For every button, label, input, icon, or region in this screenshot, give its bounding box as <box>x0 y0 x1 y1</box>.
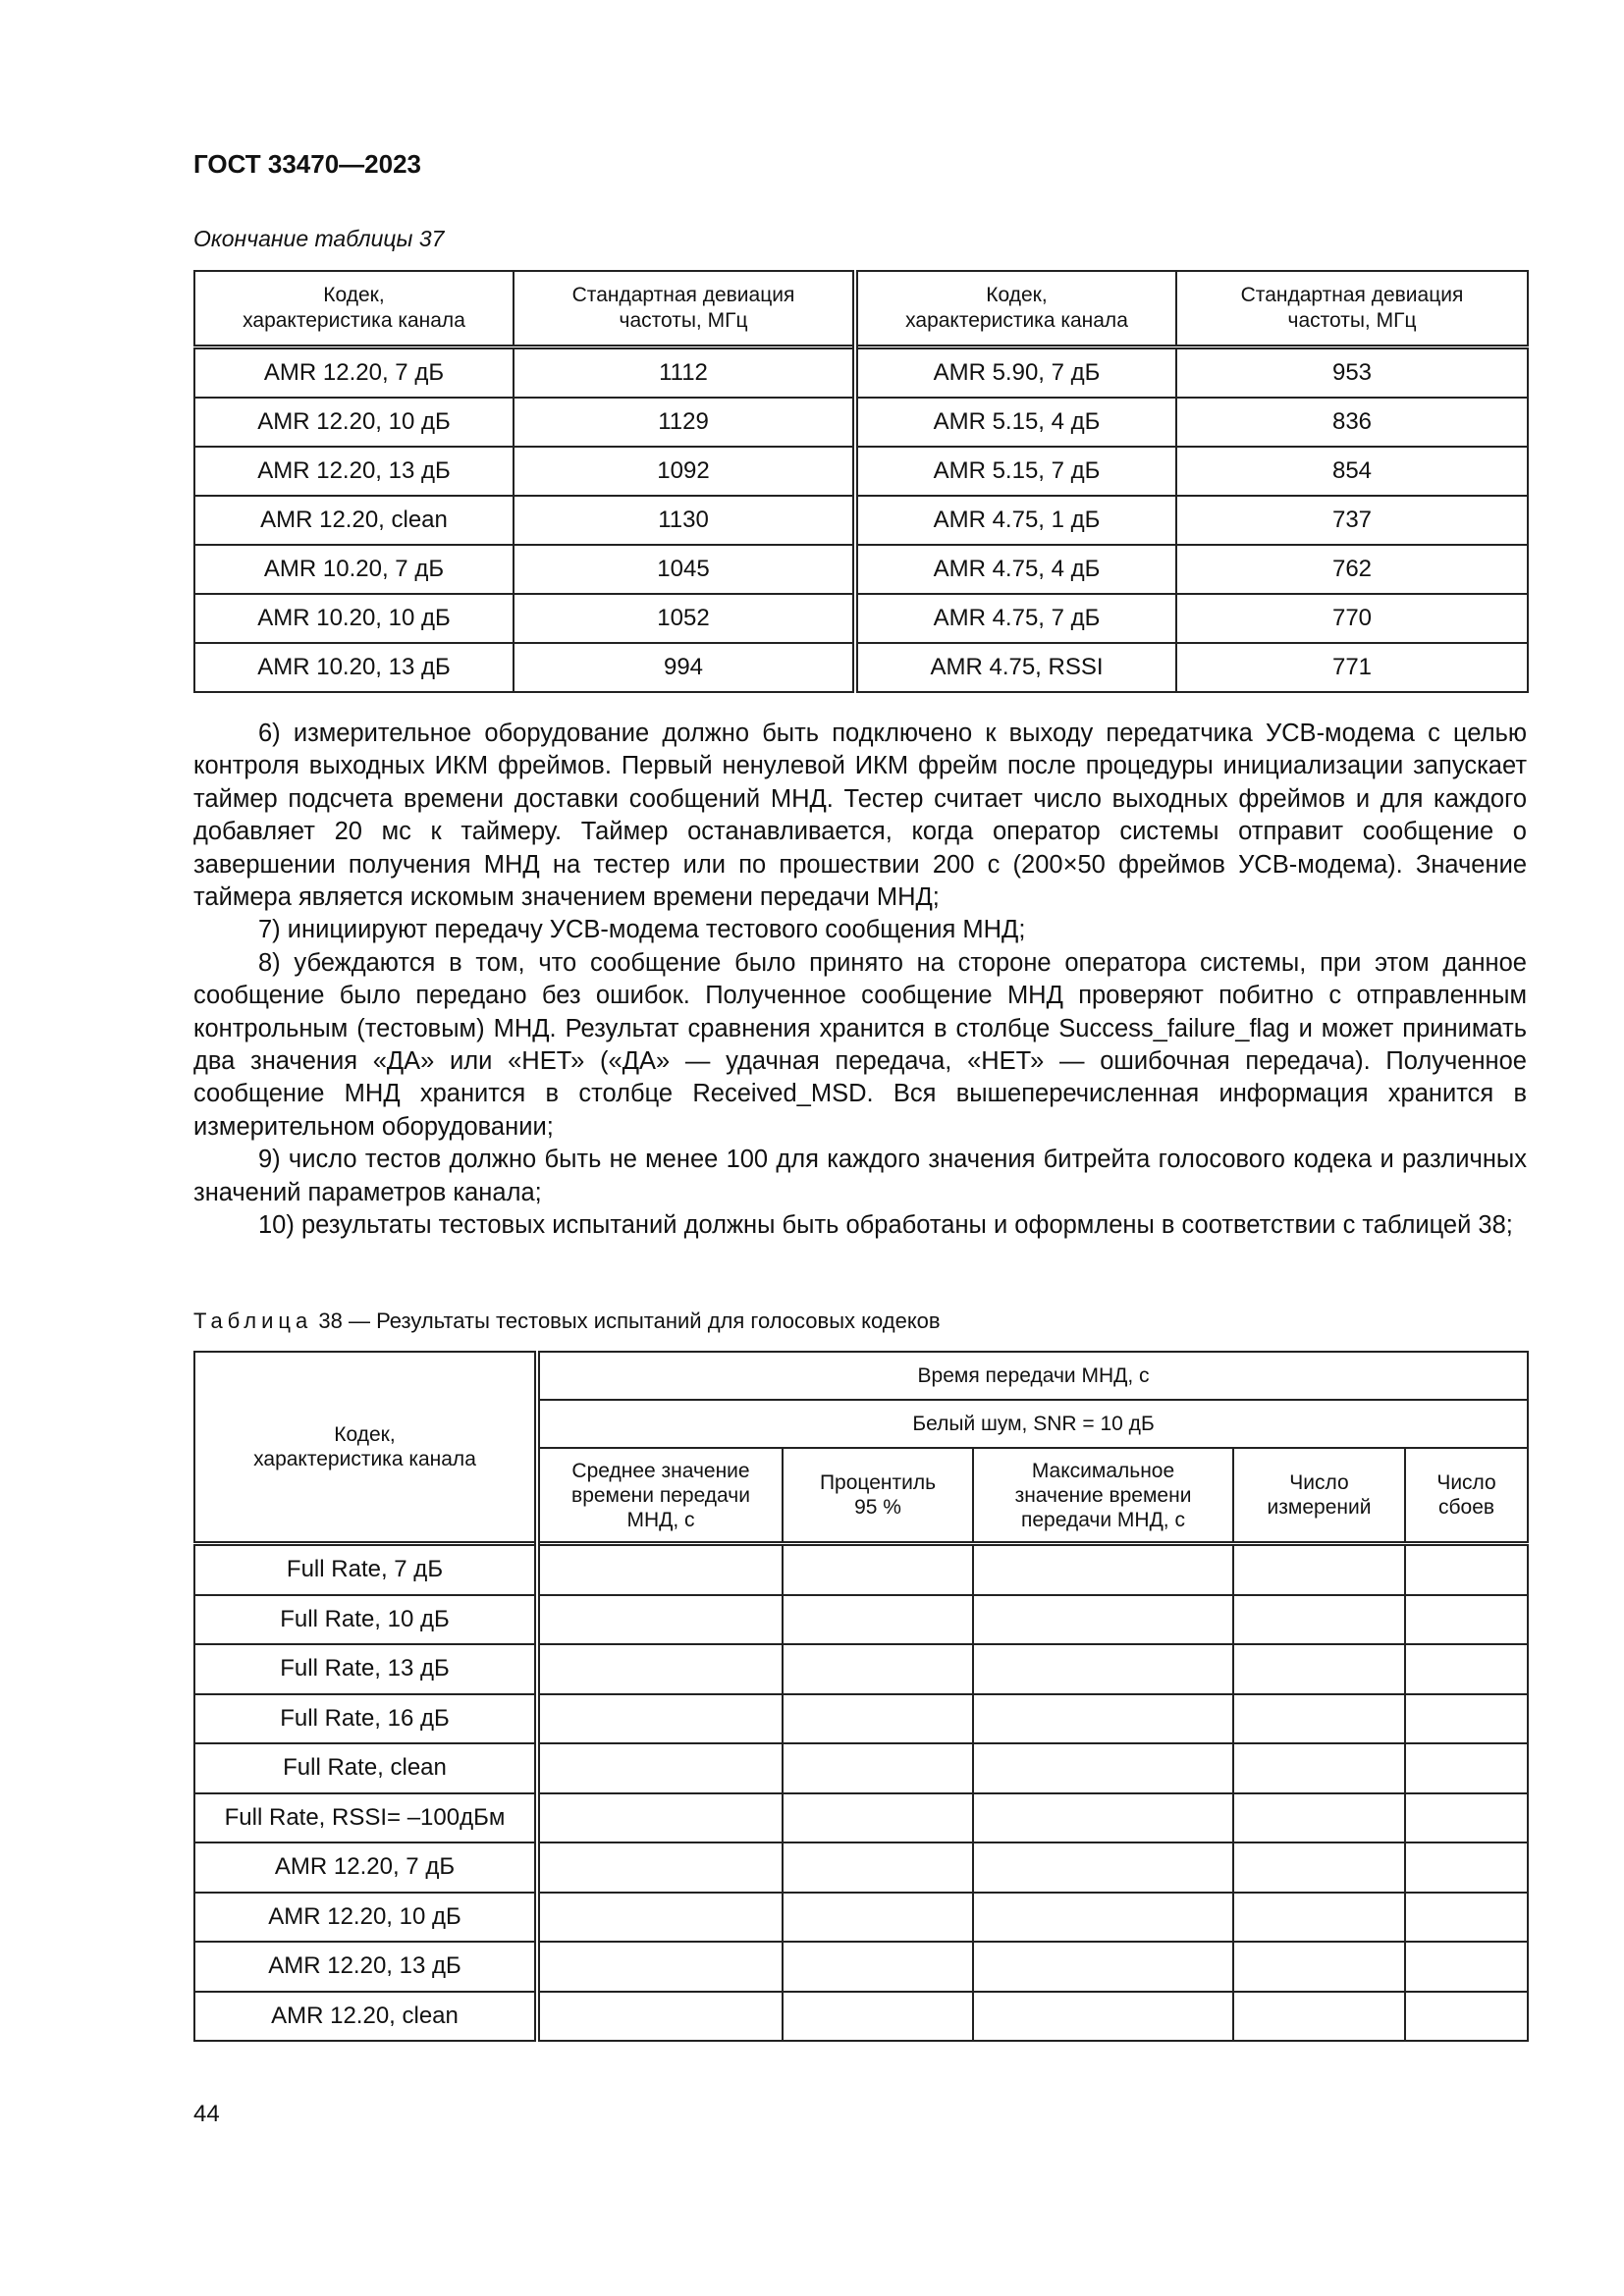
table37-cell: 854 <box>1176 447 1528 496</box>
table-row <box>194 1544 1528 1595</box>
table-row <box>194 398 1528 447</box>
table38-row-label: AMR 12.20, 10 дБ <box>194 1893 537 1943</box>
table38-caption-text: 38 — Результаты тестовых испытаний для голосовых кодеков <box>312 1308 941 1333</box>
table38-empty-cell <box>783 1694 973 1744</box>
table38-header-failures: Число сбоев <box>1405 1448 1528 1544</box>
table-row <box>194 347 1528 399</box>
table37 <box>193 270 1529 693</box>
table38-empty-cell <box>783 1595 973 1645</box>
page-number: 44 <box>193 2101 220 2127</box>
table38-empty-cell <box>537 1793 783 1843</box>
table38-empty-cell <box>537 1942 783 1992</box>
table38-empty-cell <box>783 1743 973 1793</box>
table38-row-label: Full Rate, 7 дБ <box>194 1544 537 1595</box>
table38-empty-cell <box>1405 1644 1528 1694</box>
table38-empty-cell <box>537 1743 783 1793</box>
table38-row-label: Full Rate, 10 дБ <box>194 1595 537 1645</box>
table37-cell: AMR 12.20, 10 дБ <box>194 398 514 447</box>
table38-empty-cell <box>973 1893 1233 1943</box>
paragraph-item-9: 9) число тестов должно быть не менее 100 для каждого значения битрейта голосового кодека и различных значений параметров канала; <box>193 1146 1527 1206</box>
table37-cell: 836 <box>1176 398 1528 447</box>
table37-cell: AMR 10.20, 10 дБ <box>194 594 514 643</box>
table38-empty-cell <box>537 1595 783 1645</box>
table38-empty-cell <box>783 1992 973 2042</box>
table38-empty-cell <box>783 1544 973 1595</box>
table37-cell: 1052 <box>514 594 855 643</box>
table37-cell: 1112 <box>514 347 855 399</box>
table38-empty-cell <box>1405 1793 1528 1843</box>
paragraph-item-8: 8) убеждаются в том, что сообщение было принято на стороне оператора системы, при этом данное сообщение было передано без ошибок. Полученное сообщение МНД проверяют побитно с отправленным контрольным (тестовым) МНД. Результат сравнения хранится в столбце Success_failure_flag и может принимать два значения «ДА» или «НЕТ» («ДА» — удачная передача, «НЕТ» — ошибочная передача). Полученное сообщение МНД хранится в столбце Received_MSD. Вся вышеперечисленная информация хранится в измерительном оборудовании; <box>193 948 1527 1141</box>
table-row <box>194 1842 1528 1893</box>
table38-empty-cell <box>973 1694 1233 1744</box>
table38-empty-cell <box>973 1842 1233 1893</box>
table38-caption <box>193 1308 941 1334</box>
table37-cell: AMR 4.75, RSSI <box>855 643 1176 692</box>
table38-empty-cell <box>973 1644 1233 1694</box>
table38-empty-cell <box>1233 1595 1405 1645</box>
table38-empty-cell <box>1233 1942 1405 1992</box>
table38-empty-cell <box>1405 1544 1528 1595</box>
table38-row-label: AMR 12.20, clean <box>194 1992 537 2042</box>
table38 <box>193 1351 1529 2042</box>
table37-caption: Окончание таблицы 37 <box>193 226 445 251</box>
table38-row-label: AMR 12.20, 7 дБ <box>194 1842 537 1893</box>
table37-cell: AMR 5.90, 7 дБ <box>855 347 1176 399</box>
table37-cell: 771 <box>1176 643 1528 692</box>
paragraph-item-10: 10) результаты тестовых испытаний должны быть обработаны и оформлены в соответствии с таблицей 38; <box>258 1211 1513 1240</box>
table37-cell: 1092 <box>514 447 855 496</box>
table38-empty-cell <box>1405 1694 1528 1744</box>
table37-header-row <box>194 271 1528 347</box>
table38-row-label: Full Rate, RSSI= –100дБм <box>194 1793 537 1843</box>
table38-empty-cell <box>1405 1893 1528 1943</box>
table38-empty-cell <box>1405 1743 1528 1793</box>
table38-empty-cell <box>1405 1942 1528 1992</box>
table38-empty-cell <box>1405 1992 1528 2042</box>
table38-empty-cell <box>783 1793 973 1843</box>
table38-header-percentile: Процентиль 95 % <box>783 1448 973 1544</box>
table37-cell: 1129 <box>514 398 855 447</box>
table-row <box>194 1793 1528 1843</box>
table37-header-codec-1: Кодек, характеристика канала <box>194 271 514 347</box>
table37-cell: 1130 <box>514 496 855 545</box>
table38-empty-cell <box>1233 1694 1405 1744</box>
table38-empty-cell <box>973 1942 1233 1992</box>
table38-empty-cell <box>973 1743 1233 1793</box>
body-text <box>193 718 1527 1243</box>
table38-empty-cell <box>973 1992 1233 2042</box>
table37-cell: AMR 4.75, 1 дБ <box>855 496 1176 545</box>
table37-header-deviation-2: Стандартная девиация частоты, МГц <box>1176 271 1528 347</box>
table38-empty-cell <box>783 1644 973 1694</box>
table38-empty-cell <box>1405 1842 1528 1893</box>
table-row <box>194 1893 1528 1943</box>
table38-header-max: Максимальное значение времени передачи МНД, с <box>973 1448 1233 1544</box>
table38-header-row <box>194 1352 1528 1400</box>
table38-empty-cell <box>973 1544 1233 1595</box>
table37-cell: 1045 <box>514 545 855 594</box>
table38-header-codec: Кодек, характеристика канала <box>194 1352 537 1544</box>
table38-empty-cell <box>783 1942 973 1992</box>
table37-cell: AMR 5.15, 4 дБ <box>855 398 1176 447</box>
table37-cell: AMR 12.20, 13 дБ <box>194 447 514 496</box>
table37-cell: AMR 5.15, 7 дБ <box>855 447 1176 496</box>
table37-header-deviation-1: Стандартная девиация частоты, МГц <box>514 271 855 347</box>
table37-cell: AMR 4.75, 4 дБ <box>855 545 1176 594</box>
table-row <box>194 545 1528 594</box>
table38-row-label: Full Rate, 16 дБ <box>194 1694 537 1744</box>
table38-empty-cell <box>973 1793 1233 1843</box>
table-row <box>194 1743 1528 1793</box>
document-header: ГОСТ 33470—2023 <box>193 149 421 179</box>
table37-cell: AMR 4.75, 7 дБ <box>855 594 1176 643</box>
table-row <box>194 1595 1528 1645</box>
table-row <box>194 1992 1528 2042</box>
table-row <box>194 1942 1528 1992</box>
table38-empty-cell <box>1233 1544 1405 1595</box>
table37-cell: 770 <box>1176 594 1528 643</box>
table-row <box>194 594 1528 643</box>
table38-empty-cell <box>1233 1644 1405 1694</box>
table-row <box>194 496 1528 545</box>
table38-header-time: Время передачи МНД, с <box>537 1352 1528 1400</box>
table-row <box>194 1694 1528 1744</box>
table37-cell: 762 <box>1176 545 1528 594</box>
table-row <box>194 643 1528 692</box>
table38-caption-label: Таблица <box>193 1308 313 1333</box>
table38-empty-cell <box>537 1842 783 1893</box>
table38-empty-cell <box>1233 1992 1405 2042</box>
table38-header-mean: Среднее значение времени передачи МНД, с <box>537 1448 783 1544</box>
table38-empty-cell <box>537 1694 783 1744</box>
table38-empty-cell <box>1233 1842 1405 1893</box>
table37-cell: AMR 10.20, 7 дБ <box>194 545 514 594</box>
paragraph-item-7: 7) инициируют передачу УСВ-модема тестового сообщения МНД; <box>258 916 1026 944</box>
table38-empty-cell <box>783 1893 973 1943</box>
table38-empty-cell <box>1233 1743 1405 1793</box>
table38-empty-cell <box>537 1544 783 1595</box>
table37-cell: 953 <box>1176 347 1528 399</box>
table38-empty-cell <box>783 1842 973 1893</box>
table38-empty-cell <box>537 1893 783 1943</box>
paragraph-item-6: 6) измерительное оборудование должно быть подключено к выходу передатчика УСВ-модема с целью контроля выходных ИКМ фреймов. Первый ненулевой ИКМ фрейм после процедуры инициализации запускает таймер подсчета времени доставки сообщений МНД. Тестер считает число выходных фреймов и для каждого добавляет 20 мс к таймеру. Таймер останавливается, когда оператор системы отправит сообщение о завершении получения МНД на тестер или по прошествии 200 с (200×50 фреймов УСВ-модема). Значение таймера является искомым значением времени передачи МНД; <box>193 720 1527 912</box>
table37-cell: 737 <box>1176 496 1528 545</box>
table38-empty-cell <box>1405 1595 1528 1645</box>
table37-header-codec-2: Кодек, характеристика канала <box>855 271 1176 347</box>
table38-header-count: Число измерений <box>1233 1448 1405 1544</box>
table38-row-label: Full Rate, 13 дБ <box>194 1644 537 1694</box>
table37-cell: AMR 10.20, 13 дБ <box>194 643 514 692</box>
table37-cell: 994 <box>514 643 855 692</box>
table37-cell: AMR 12.20, clean <box>194 496 514 545</box>
table38-empty-cell <box>1233 1893 1405 1943</box>
table38-empty-cell <box>1233 1793 1405 1843</box>
table38-row-label: AMR 12.20, 13 дБ <box>194 1942 537 1992</box>
table-row <box>194 1644 1528 1694</box>
table37-cell: AMR 12.20, 7 дБ <box>194 347 514 399</box>
table-row <box>194 447 1528 496</box>
table38-empty-cell <box>537 1992 783 2042</box>
table38-header-noise: Белый шум, SNR = 10 дБ <box>537 1400 1528 1448</box>
table38-empty-cell <box>537 1644 783 1694</box>
table38-empty-cell <box>973 1595 1233 1645</box>
table38-row-label: Full Rate, clean <box>194 1743 537 1793</box>
